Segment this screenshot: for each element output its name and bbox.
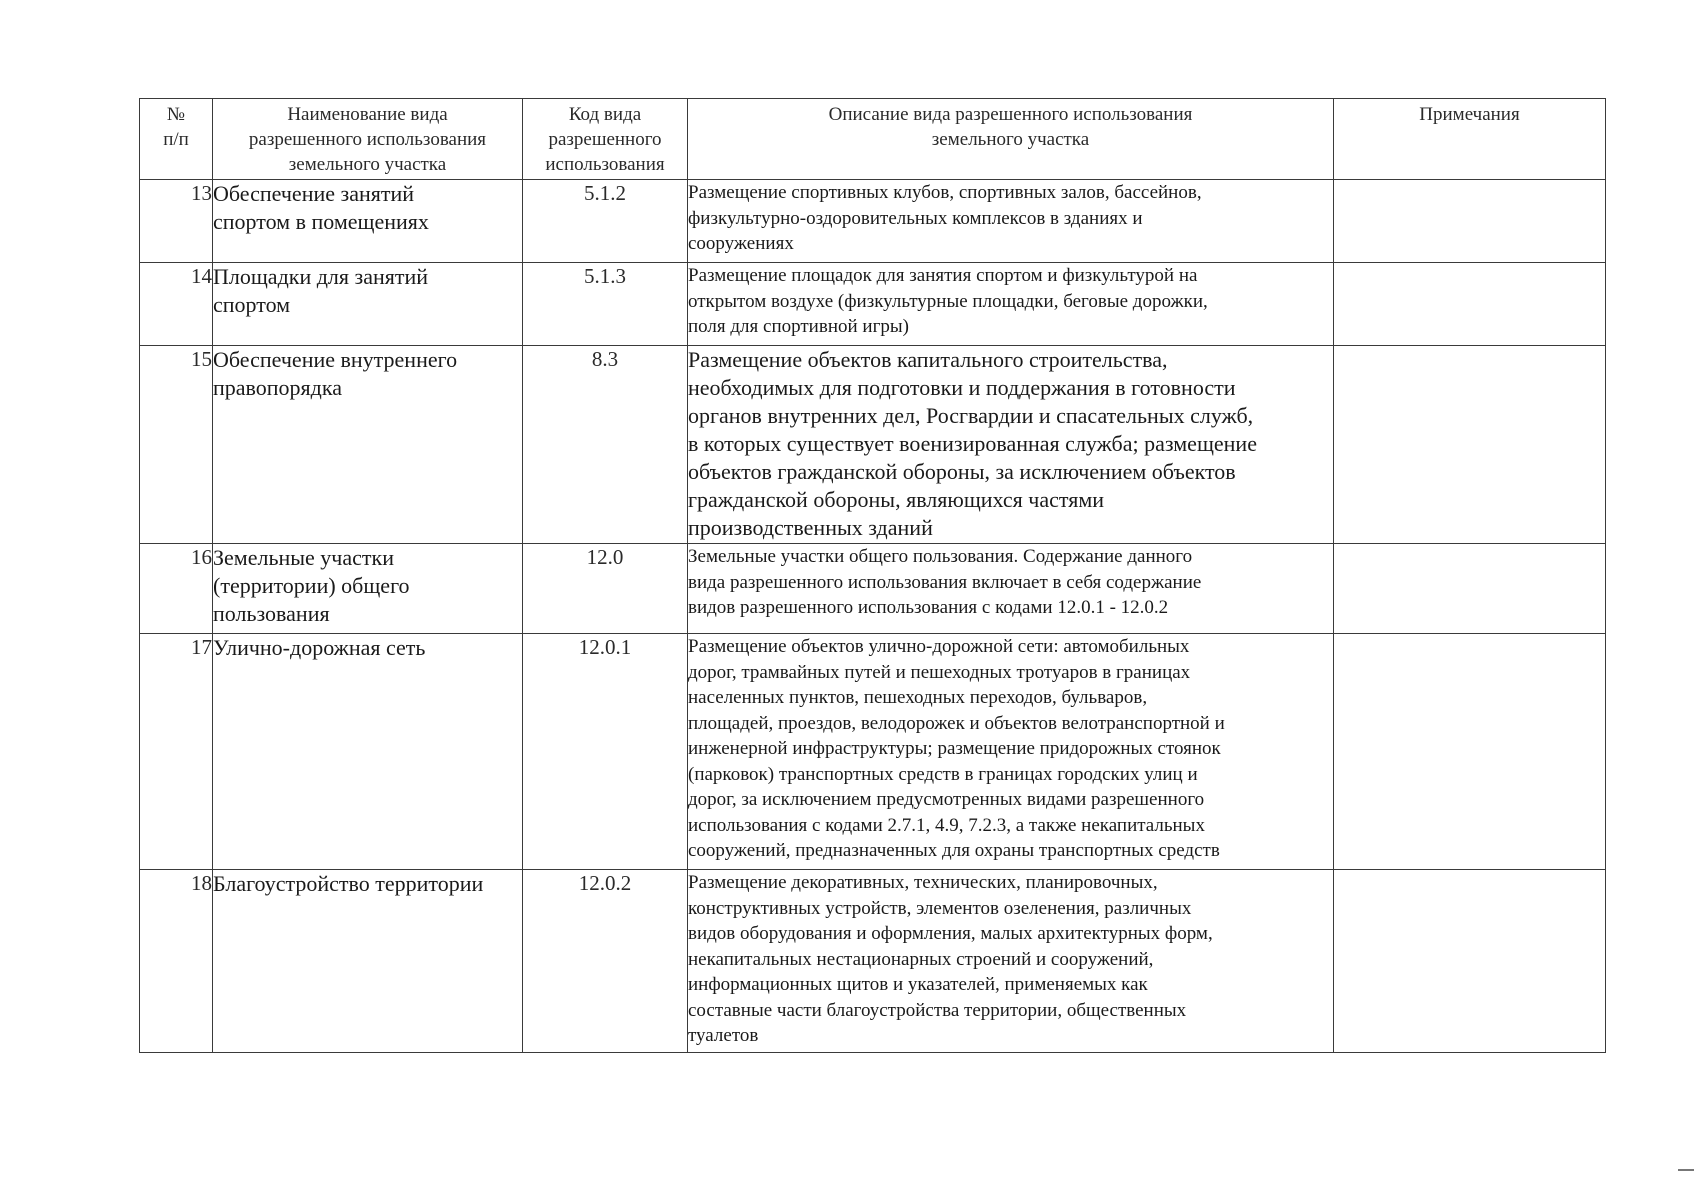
text-line: пользования xyxy=(213,601,330,626)
use-description xyxy=(688,180,1334,263)
text-line: некапитальных нестационарных строений и сооружений, xyxy=(688,948,1154,970)
use-code: 5.1.3 xyxy=(523,263,688,346)
text-line: Земельные участки общего пользования. Содержание данного xyxy=(688,546,1193,567)
text-line: объектов гражданской обороны, за исключением объектов xyxy=(688,459,1236,484)
text-line: составные части благоустройства территории, общественных xyxy=(688,999,1187,1021)
text-line: открытом воздухе (физкультурные площадки, беговые дорожки, xyxy=(688,290,1208,312)
text-line: необходимых для подготовки и поддержания в готовности xyxy=(688,375,1236,400)
text-line: конструктивных устройств, элементов озеленения, различных xyxy=(688,897,1192,919)
text-line: физкультурно-оздоровительных комплексов в зданиях и xyxy=(688,207,1143,229)
text-line: гражданской обороны, являющихся частями xyxy=(688,487,1105,512)
text-line: Обеспечение внутреннего xyxy=(213,347,458,372)
text-line: спортом xyxy=(213,292,291,317)
row-number: 14 xyxy=(140,263,213,346)
use-description xyxy=(688,263,1334,346)
text-line: производственных зданий xyxy=(688,515,933,540)
use-notes xyxy=(1334,180,1606,263)
use-code: 8.3 xyxy=(523,346,688,544)
use-description xyxy=(688,346,1334,544)
text-line: видов оборудования и оформления, малых архитектурных форм, xyxy=(688,923,1213,944)
table-header-row xyxy=(140,99,1606,180)
text-line: в которых существует военизированная служба; размещение xyxy=(688,431,1257,456)
header-notes xyxy=(1334,99,1606,180)
use-name xyxy=(213,634,523,870)
use-code: 12.0 xyxy=(523,544,688,634)
text-line: правопорядка xyxy=(213,375,342,400)
text-line: п/п xyxy=(163,129,189,150)
text-line: Обеспечение занятий xyxy=(213,181,415,206)
use-name xyxy=(213,870,523,1053)
use-description xyxy=(688,634,1334,870)
row-number: 13 xyxy=(140,180,213,263)
text-line: информационных щитов и указателей, применяемых как xyxy=(688,974,1148,995)
text-line: Улично-дорожная сеть xyxy=(213,635,426,660)
text-line: Размещение площадок для занятия спортом и физкультурой на xyxy=(688,265,1198,286)
use-name xyxy=(213,263,523,346)
use-notes xyxy=(1334,263,1606,346)
use-name xyxy=(213,346,523,544)
table-row xyxy=(140,263,1606,346)
text-line: сооружениях xyxy=(688,233,794,254)
text-line: разрешенного xyxy=(548,129,662,150)
header-num xyxy=(140,99,213,180)
text-line: туалетов xyxy=(688,1025,759,1046)
table-row xyxy=(140,870,1606,1053)
header-code xyxy=(523,99,688,180)
text-line: земельного участка xyxy=(931,129,1090,150)
use-code: 5.1.2 xyxy=(523,180,688,263)
use-notes xyxy=(1334,870,1606,1053)
text-line: Размещение объектов капитального строительства, xyxy=(688,347,1168,372)
table-row xyxy=(140,634,1606,870)
text-line: дорог, за исключением предусмотренных видами разрешенного xyxy=(688,789,1205,810)
use-name xyxy=(213,544,523,634)
text-line: площадей, проездов, велодорожек и объектов велотранспортной и xyxy=(688,712,1225,734)
table-row xyxy=(140,180,1606,263)
use-name xyxy=(213,180,523,263)
text-line: вида разрешенного использования включает в себя содержание xyxy=(688,571,1202,593)
use-notes xyxy=(1334,544,1606,634)
use-description xyxy=(688,870,1334,1053)
table-row xyxy=(140,346,1606,544)
text-line: органов внутренних дел, Росгвардии и спасательных служб, xyxy=(688,403,1254,428)
text-line: разрешенного использования xyxy=(248,129,487,150)
text-line: использования xyxy=(545,154,665,175)
row-number: 17 xyxy=(140,634,213,870)
row-number: 16 xyxy=(140,544,213,634)
table-row xyxy=(140,544,1606,634)
header-name xyxy=(213,99,523,180)
text-line: земельного участка xyxy=(288,154,447,175)
text-line: (территории) общего xyxy=(213,573,410,598)
text-line: сооружений, предназначенных для охраны транспортных средств xyxy=(688,840,1220,861)
use-code: 12.0.2 xyxy=(523,870,688,1053)
text-line: (парковок) транспортных средств в границах городских улиц и xyxy=(688,763,1198,785)
text-line: дорог, трамвайных путей и пешеходных тротуаров в границах xyxy=(688,661,1191,683)
text-line: поля для спортивной игры) xyxy=(688,316,909,337)
scan-mark xyxy=(1678,1169,1694,1171)
row-number: 15 xyxy=(140,346,213,544)
text-line: Размещение декоративных, технических, планировочных, xyxy=(688,872,1158,893)
text-line: Земельные участки xyxy=(213,545,394,570)
text-line: Размещение спортивных клубов, спортивных залов, бассейнов, xyxy=(688,182,1202,203)
header-description xyxy=(688,99,1334,180)
text-line: Код вида xyxy=(568,104,642,125)
use-notes xyxy=(1334,346,1606,544)
use-description xyxy=(688,544,1334,634)
text-line: Площадки для занятий xyxy=(213,264,429,289)
text-line: Наименование вида xyxy=(287,104,448,125)
text-line: Благоустройство территории xyxy=(213,871,484,896)
text-line: № xyxy=(166,104,186,125)
text-line: инженерной инфраструктуры; размещение придорожных стоянок xyxy=(688,738,1221,759)
text-line: Размещение объектов улично-дорожной сети: автомобильных xyxy=(688,636,1190,657)
text-line: использования с кодами 2.7.1, 4.9, 7.2.3, а также некапитальных xyxy=(688,814,1205,836)
text-line: видов разрешенного использования с кодами 12.0.1 - 12.0.2 xyxy=(688,597,1169,618)
text-line: Примечания xyxy=(1419,104,1520,125)
land-use-table xyxy=(139,98,1606,1053)
text-line: Описание вида разрешенного использования xyxy=(828,104,1193,125)
text-line: спортом в помещениях xyxy=(213,209,429,234)
use-code: 12.0.1 xyxy=(523,634,688,870)
use-notes xyxy=(1334,634,1606,870)
text-line: населенных пунктов, пешеходных переходов, бульваров, xyxy=(688,687,1148,708)
row-number: 18 xyxy=(140,870,213,1053)
